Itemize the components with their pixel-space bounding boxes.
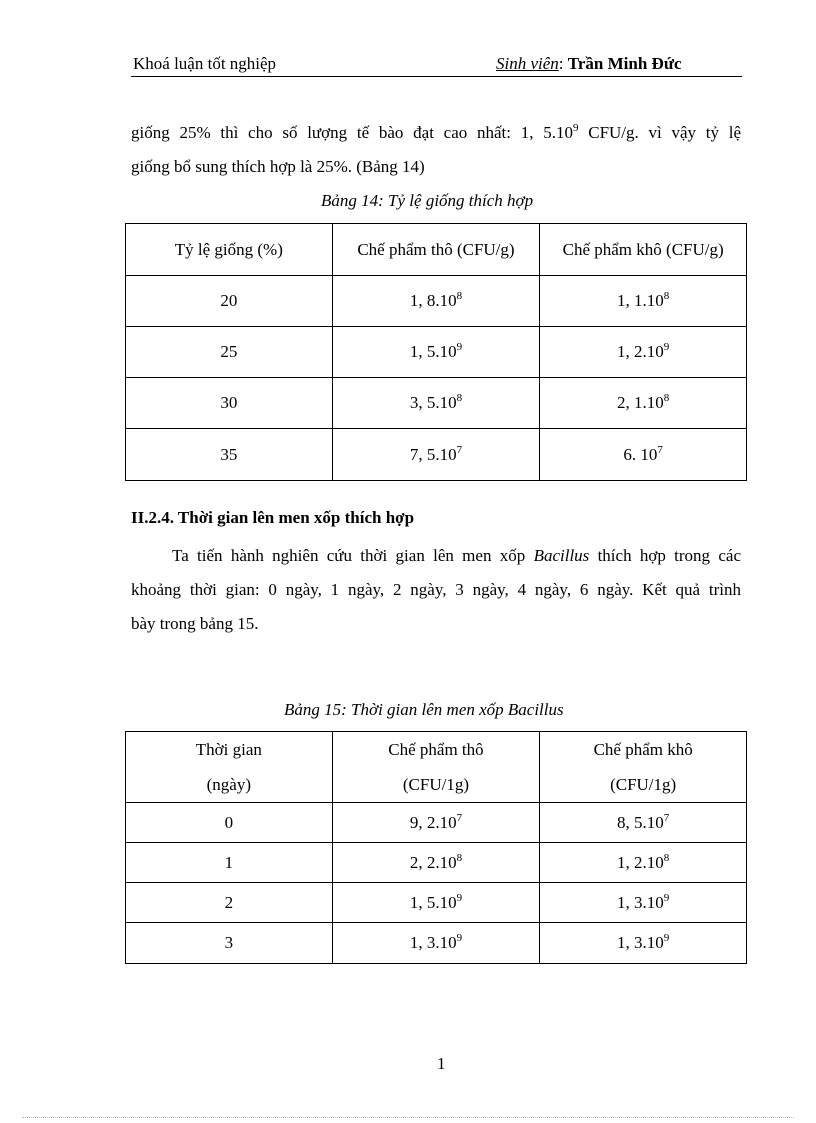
table-15-header-dry: Chế phẩm khô (CFU/1g) (540, 732, 747, 803)
dry-cell: 1, 1.10$^8$ (540, 276, 747, 327)
table-row (126, 276, 747, 327)
dry-cell: 6. $10^7$ (540, 429, 747, 481)
table-14-header-row (126, 224, 747, 276)
dry-cell: 2, 1.10$^8$ (540, 378, 747, 429)
table-14-caption: Bảng 14: Tỷ lệ giống thích hợp (321, 191, 534, 210)
intro-line-1: giống 25% thì cho số lượng tế bào đạt cao nhất: 1, 5.10$^9$ CFU/g. vì vậy tỷ lệ (131, 122, 741, 142)
ratio-cell: 35 (126, 429, 333, 481)
student-colon: : (558, 54, 568, 73)
section-line-2: khoảng thời gian: 0 ngày, 1 ngày, 2 ngày, 3 ngày, 4 ngày, 6 ngày. Kết quả trình (131, 580, 741, 599)
table-14 (125, 223, 747, 481)
raw-cell: 1, 5.10$^9$ (332, 883, 540, 923)
page-bottom-divider (22, 1117, 794, 1118)
table-row (126, 327, 747, 378)
ratio-cell: 20 (126, 276, 333, 327)
table-row (126, 378, 747, 429)
thesis-title: Khoá luận tốt nghiệp (133, 54, 277, 73)
student-label: Sinh viên (496, 54, 559, 73)
raw-cell: 2, 2.10$^8$ (332, 843, 540, 883)
raw-cell: 1, 3.10$^9$ (332, 923, 540, 964)
day-cell: 2 (126, 883, 333, 923)
student-name: Trần Minh Đức (567, 54, 682, 73)
table-row (126, 883, 747, 923)
table-14-header-ratio: Tỷ lệ giống (%) (126, 224, 333, 276)
table-15-header-row (126, 732, 747, 803)
table-row (126, 429, 747, 481)
table-15-header-day: Thời gian (ngày) (126, 732, 333, 803)
table-14-header-dry: Chế phẩm khô (CFU/g) (540, 224, 747, 276)
table-row (126, 803, 747, 843)
dry-cell: 1, 2.10$^9$ (540, 327, 747, 378)
section-heading: II.2.4. Thời gian lên men xốp thích hợp (131, 508, 415, 527)
raw-cell: 9, 2.10$^7$ (332, 803, 540, 843)
table-row (126, 923, 747, 964)
ratio-cell: 25 (126, 327, 333, 378)
section-line-3: bày trong bảng 15. (131, 614, 259, 633)
raw-cell: 1, 8.10$^8$ (332, 276, 540, 327)
section-line-1: Ta tiến hành nghiên cứu thời gian lên men xốp Bacillus thích hợp trong các (172, 546, 741, 565)
table-15-caption: Bảng 15: Thời gian lên men xốp Bacillus (284, 700, 564, 719)
raw-cell: 7, 5.10$^7$ (332, 429, 540, 481)
page-header (131, 52, 742, 77)
dry-cell: 1, 3.10$^9$ (540, 923, 747, 964)
day-cell: 0 (126, 803, 333, 843)
table-15-header-raw: Chế phẩm thô (CFU/1g) (332, 732, 540, 803)
raw-cell: 3, 5.10$^8$ (332, 378, 540, 429)
table-row (126, 843, 747, 883)
table-14-header-raw: Chế phẩm thô (CFU/g) (332, 224, 540, 276)
intro-line-2: giống bổ sung thích hợp là 25%. (Bảng 14) (131, 157, 425, 176)
ratio-cell: 30 (126, 378, 333, 429)
table-15 (125, 731, 747, 964)
raw-cell: 1, 5.10$^9$ (332, 327, 540, 378)
student-info (496, 54, 682, 74)
dry-cell: 8, 5.10$^7$ (540, 803, 747, 843)
day-cell: 1 (126, 843, 333, 883)
dry-cell: 1, 2.10$^8$ (540, 843, 747, 883)
day-cell: 3 (126, 923, 333, 964)
dry-cell: 1, 3.10$^9$ (540, 883, 747, 923)
page-number: 1 (437, 1054, 446, 1073)
